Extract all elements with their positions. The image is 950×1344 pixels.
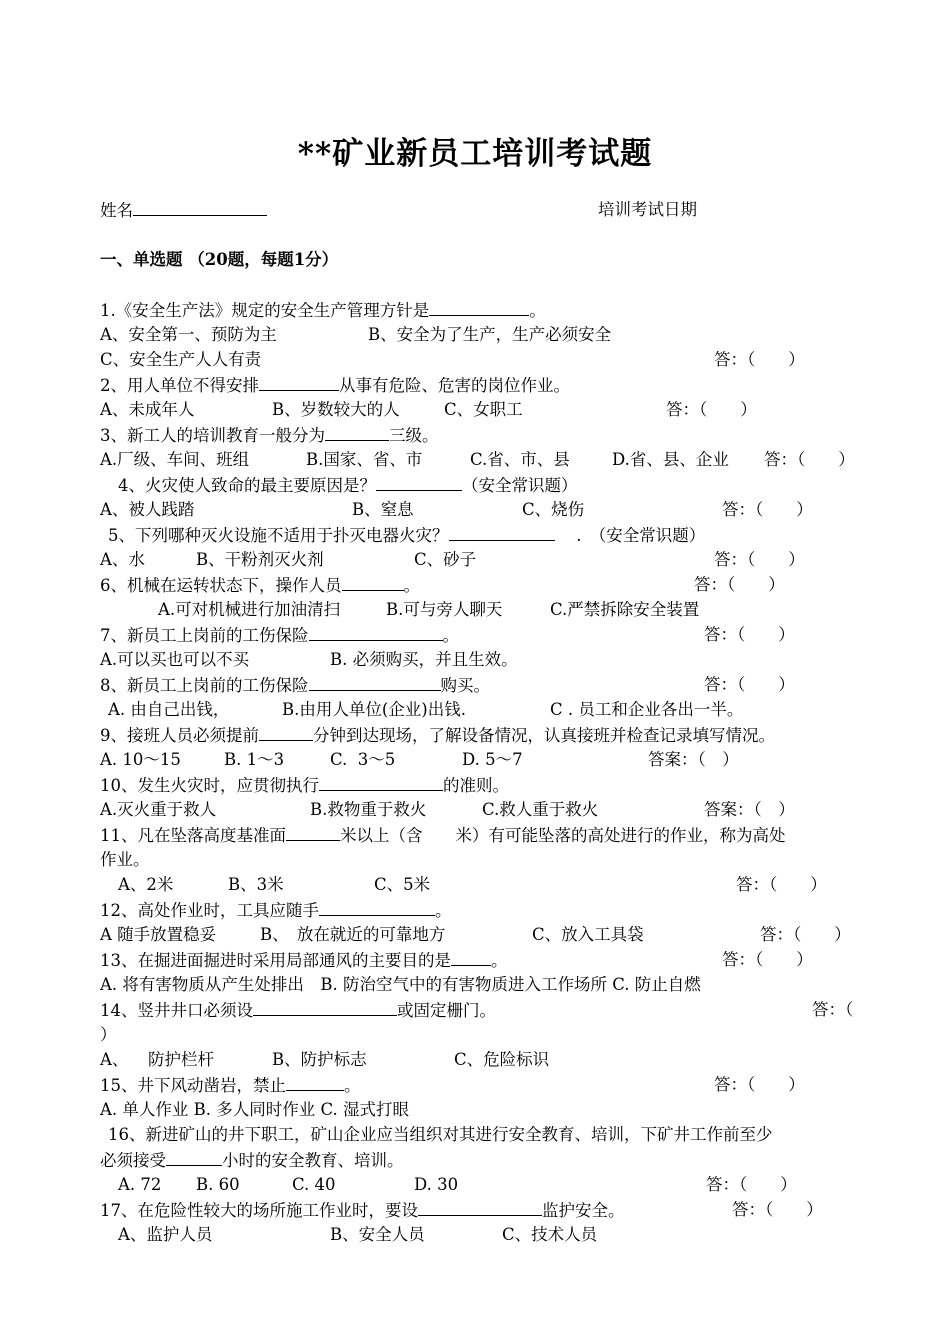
question-2	[100, 373, 570, 397]
q4-option-a: A、被人践踏	[100, 500, 195, 519]
question-15	[100, 1073, 361, 1097]
q3-answer: 答：（ ）	[764, 450, 855, 469]
q15-text: 15、井下风动凿岩，禁止	[100, 1076, 286, 1095]
q6-text: 6、机械在运转状态下，操作人员	[100, 576, 342, 595]
q17-option-b: B、安全人员	[330, 1225, 425, 1244]
q15-options: A. 单人作业 B. 多人同时作业 C. 湿式打眼	[100, 1100, 410, 1119]
q12-option-c: C、放入工具袋	[532, 925, 644, 944]
q16-blank[interactable]	[166, 1148, 222, 1166]
q14-option-a: 防护栏杆	[148, 1050, 214, 1069]
q5-blank[interactable]	[449, 523, 555, 541]
q7-option-a: A.可以买也可以不买	[100, 650, 250, 669]
q14-blank[interactable]	[253, 998, 397, 1016]
q17-blank[interactable]	[418, 1198, 542, 1216]
q9-end: 分钟到达现场，了解设备情况，认真接班并检查记录填写情况。	[313, 726, 775, 745]
q11-text: 11、凡在坠落高度基准面	[100, 826, 286, 845]
q3-text: 3、新工人的培训教育一般分为	[100, 426, 325, 445]
q14-option-a-letter: A、	[100, 1050, 129, 1069]
q7-blank[interactable]	[309, 623, 443, 641]
q1-option-c: C、安全生产人人有责	[100, 350, 262, 369]
q12-option-a: A 随手放置稳妥	[100, 925, 217, 944]
q2-answer: 答：（ ）	[666, 400, 757, 419]
q8-option-a: A. 由自己出钱，	[108, 700, 230, 719]
q2-text: 2、用人单位不得安排	[100, 376, 259, 395]
q5-text: 5、下列哪种灭火设施不适用于扑灭电器火灾？	[108, 526, 449, 545]
q14-end: 或固定栅门。	[397, 1001, 496, 1020]
q12-option-b: B、 放在就近的可靠地方	[260, 925, 446, 944]
q10-end: 的准则。	[443, 776, 509, 795]
q1-option-a: A、安全第一、预防为主	[100, 325, 277, 344]
q14-option-b: B、防护标志	[272, 1050, 367, 1069]
q10-option-b: B.救物重于救火	[310, 800, 427, 819]
question-17	[100, 1198, 625, 1222]
q7-end: 。	[442, 626, 459, 645]
q16-end: 小时的安全教育、培训。	[222, 1151, 404, 1170]
q12-text: 12、高处作业时，工具应随手	[100, 901, 319, 920]
q3-blank[interactable]	[325, 423, 389, 441]
q9-option-d: D. 5～7	[462, 750, 523, 769]
q13-answer: 答：（ ）	[722, 950, 813, 969]
q2-blank[interactable]	[259, 373, 339, 391]
q13-end: 。	[491, 951, 508, 970]
q10-option-a: A.灭火重于救人	[100, 800, 217, 819]
q17-text: 17、在危险性较大的场所施工作业时，要设	[100, 1201, 418, 1220]
question-11	[100, 823, 786, 847]
q16-option-c: C. 40	[292, 1175, 336, 1194]
q8-end: 购买。	[440, 676, 490, 695]
q11-end: 米以上（含 米）有可能坠落的高处进行的作业，称为高处	[340, 826, 786, 845]
q9-blank[interactable]	[259, 723, 313, 741]
q3-option-c: C.省、市、县	[470, 450, 570, 469]
q8-text: 8、新员工上岗前的工伤保险	[100, 676, 309, 695]
q9-answer: 答案：（ ）	[648, 750, 739, 769]
q6-option-b: B.可与旁人聊天	[386, 600, 503, 619]
q14-option-c: C、危险标识	[454, 1050, 550, 1069]
page-title: **矿业新员工培训考试题	[297, 136, 653, 172]
q11-answer: 答：（ ）	[736, 875, 827, 894]
q13-blank[interactable]	[451, 948, 491, 966]
q4-text: 4、火灾使人致命的最主要原因是？	[118, 476, 376, 495]
question-13	[100, 948, 508, 972]
question-9	[100, 723, 775, 747]
q12-answer: 答：（ ）	[760, 925, 851, 944]
q15-end: 。	[344, 1076, 361, 1095]
q11-continued: 作业。	[100, 850, 150, 869]
q1-blank[interactable]	[429, 298, 529, 316]
q15-blank[interactable]	[286, 1073, 344, 1091]
q16-option-d: D. 30	[414, 1175, 459, 1194]
q6-end: 。	[403, 576, 420, 595]
question-6	[100, 573, 420, 597]
q8-option-c: C . 员工和企业各出一半。	[550, 700, 744, 719]
q14-answer: 答：（	[812, 1000, 854, 1019]
q15-answer: 答：（ ）	[714, 1075, 805, 1094]
q5-option-c: C、砂子	[414, 550, 477, 569]
q6-option-a: A.可对机械进行加油清扫	[158, 600, 341, 619]
q6-option-c: C.严禁拆除安全装置	[550, 600, 700, 619]
q16-text: 必须接受	[100, 1151, 166, 1170]
question-5	[108, 523, 705, 547]
q11-option-a: A、2米	[118, 875, 174, 894]
q9-option-c: C. 3～5	[330, 750, 396, 769]
q14-answer-close: ）	[100, 1025, 117, 1044]
q3-option-b: B.国家、省、市	[306, 450, 423, 469]
q9-option-b: B. 1～3	[224, 750, 285, 769]
q5-answer: 答：（ ）	[714, 550, 805, 569]
question-7	[100, 623, 459, 647]
q8-answer: 答：（ ）	[704, 675, 795, 694]
q14-text: 14、竖井井口必须设	[100, 1001, 253, 1020]
q10-option-c: C.救人重于救火	[482, 800, 599, 819]
q17-answer: 答：（ ）	[732, 1200, 823, 1219]
section-heading: 一、单选题 （20题，每题1分）	[100, 250, 339, 269]
q16-option-b: B. 60	[196, 1175, 240, 1194]
q6-answer: 答：（ ）	[694, 575, 785, 594]
q10-blank[interactable]	[319, 773, 443, 791]
q4-blank[interactable]	[376, 473, 462, 491]
question-3	[100, 423, 439, 447]
q3-option-a: A.厂级、车间、班组	[100, 450, 250, 469]
q6-blank[interactable]	[342, 573, 404, 591]
name-field	[100, 198, 267, 222]
q2-option-a: A、未成年人	[100, 400, 195, 419]
q1-answer: 答：（ ）	[714, 350, 805, 369]
q12-end: 。	[435, 901, 452, 920]
q2-end: 从事有危险、危害的岗位作业。	[339, 376, 570, 395]
question-16-cont	[100, 1148, 404, 1172]
name-label: 姓名	[100, 201, 133, 220]
q4-answer: 答：（ ）	[722, 500, 813, 519]
q7-option-b: B. 必须购买，并且生效。	[330, 650, 518, 669]
q7-answer: 答：（ ）	[704, 625, 795, 644]
q11-option-c: C、5米	[374, 875, 431, 894]
question-8	[100, 673, 490, 697]
q4-option-b: B、窒息	[352, 500, 414, 519]
q13-text: 13、在掘进面掘进时采用局部通风的主要目的是	[100, 951, 451, 970]
question-10	[100, 773, 509, 797]
q1-text: 1.《安全生产法》规定的安全生产管理方针是	[100, 301, 430, 320]
q2-option-b: B、岁数较大的人	[272, 400, 400, 419]
question-4	[118, 473, 578, 497]
q17-end: 监护安全。	[542, 1201, 625, 1220]
q16-option-a: A. 72	[118, 1175, 162, 1194]
exam-date-label: 培训考试日期	[598, 200, 697, 219]
name-blank[interactable]	[133, 198, 267, 216]
q11-option-b: B、3米	[228, 875, 284, 894]
q11-blank[interactable]	[286, 823, 340, 841]
q13-options: A. 将有害物质从产生处排出 B. 防治空气中的有害物质进入工作场所 C. 防止自燃	[100, 975, 701, 994]
q16-answer: 答：（ ）	[706, 1175, 797, 1194]
question-14	[100, 998, 496, 1022]
q5-end: . （安全常识题）	[576, 526, 706, 545]
question-12	[100, 898, 452, 922]
q4-end: （安全常识题）	[462, 476, 578, 495]
q8-option-b: B.由用人单位(企业)出钱.	[282, 700, 466, 719]
q2-option-c: C、女职工	[444, 400, 523, 419]
q17-option-a: A、监护人员	[118, 1225, 213, 1244]
q3-option-d: D.省、县、企业	[612, 450, 729, 469]
q1-option-b: B、安全为了生产，生产必须安全	[368, 325, 612, 344]
question-1	[100, 298, 546, 322]
q7-text: 7、新员工上岗前的工伤保险	[100, 626, 309, 645]
q1-end: 。	[529, 301, 546, 320]
question-16: 16、新进矿山的井下职工，矿山企业应当组织对其进行安全教育、培训，下矿井工作前至少	[108, 1125, 773, 1144]
q12-blank[interactable]	[319, 898, 435, 916]
q5-option-a: A、水	[100, 550, 145, 569]
q10-answer: 答案：（ ）	[704, 800, 795, 819]
q10-text: 10、发生火灾时，应贯彻执行	[100, 776, 319, 795]
q9-text: 9、接班人员必须提前	[100, 726, 259, 745]
q8-blank[interactable]	[309, 673, 441, 691]
q9-option-a: A. 10～15	[100, 750, 181, 769]
q3-end: 三级。	[389, 426, 439, 445]
q17-option-c: C、技术人员	[502, 1225, 598, 1244]
q5-option-b: B、干粉剂灭火剂	[196, 550, 324, 569]
q4-option-c: C、烧伤	[522, 500, 585, 519]
